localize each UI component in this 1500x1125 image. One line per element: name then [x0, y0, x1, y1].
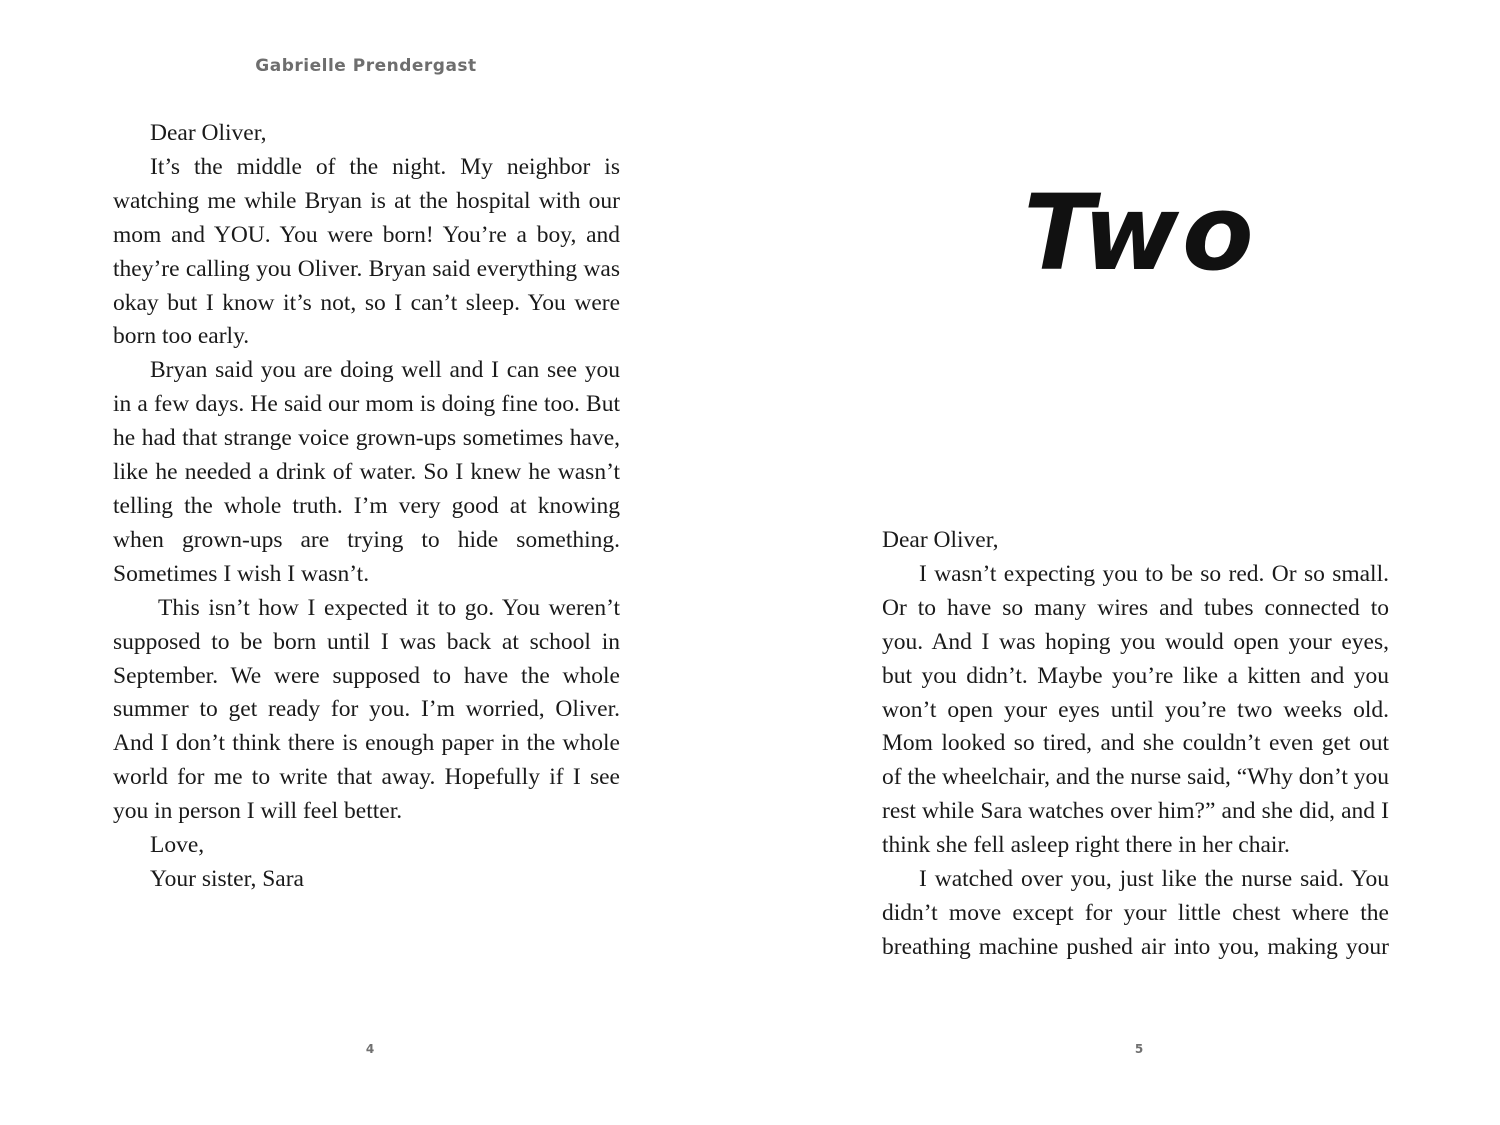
- page-number: 5: [1134, 1042, 1144, 1056]
- letter-salutation: Dear Oliver,: [882, 527, 999, 553]
- letter-closing: Love,: [150, 832, 205, 859]
- paragraph: It’s the middle of the night. My neighbor is watching me while Bryan is at the hospital with our mom and YOU. You were born! You’re a boy, and they’re calling you Oliver. Bryan said everything was okay but I know it’s not, so I can’t sleep. You were born too early.: [113, 153, 620, 350]
- paragraph: I watched over you, just like the nurse said. You didn’t move except for your little chest where the breathing machine pushed air into you, making your: [882, 866, 1389, 960]
- right-page-body: [882, 524, 1389, 965]
- left-page-body: [113, 117, 620, 897]
- running-head-author: Gabrielle Prendergast: [255, 56, 477, 76]
- paragraph: I wasn’t expecting you to be so red. Or so small. Or to have so many wires and tubes connected to you. And I was hoping you would open your eyes, but you didn’t. Maybe you’re like a kitten and you won’t open your eyes until you’re two weeks old. Mom looked so tired, and she couldn’t even get out of the wheelchair, and the nurse said, “Why don’t you rest while Sara watches over him?” and she did, and I think she fell asleep right there in her chair.: [882, 560, 1389, 859]
- paragraph: Bryan said you are doing well and I can see you in a few days. He said our mom is doing fine too. But he had that strange voice grown-ups sometimes have, like he needed a drink of water. So I knew he wasn’t telling the whole truth. I’m very good at knowing when grown-ups are trying to hide something. Sometimes I wish I wasn’t.: [113, 357, 620, 587]
- page-number: 4: [365, 1042, 375, 1056]
- letter-signature: Your sister, Sara: [150, 865, 304, 892]
- paragraph: This isn’t how I expected it to go. You weren’t supposed to be born until I was back at school in September. We were supposed to have the whole summer to get ready for you. I’m worried, Oliver. And I don’t think there is enough paper in the whole world for me to write that away. Hopefully if I see you in person I will feel better.: [113, 594, 620, 825]
- chapter-title: Two: [1023, 172, 1257, 294]
- right-page: [750, 0, 1500, 1125]
- letter-salutation: Dear Oliver,: [150, 120, 267, 146]
